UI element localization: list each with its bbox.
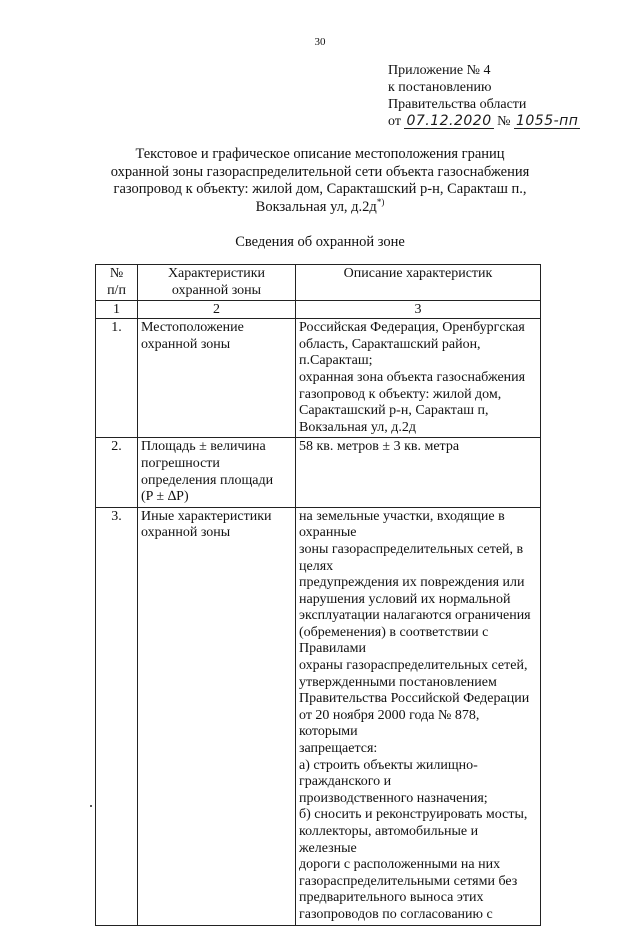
document-title [100,146,540,216]
appendix-line-1: Приложение № 4 [388,63,491,78]
index-cell-3: 3 [296,301,541,319]
header-number-line-1: № [109,266,124,281]
handwritten-number: 1055-пп [515,113,579,129]
cell-line: Местоположение [141,320,244,336]
header-description: Описание характеристик [296,265,541,301]
row-number: 3. [96,507,138,925]
cell-line: предупреждения их повреждения или [299,575,525,591]
table-row [96,319,541,438]
cell-line: (обременения) в соответствии с Правилами [299,624,489,657]
cell-line: охранной зоны [141,525,231,541]
cell-line: Иные характеристики [141,508,272,524]
scan-speck [90,805,92,807]
cell-line: на земельные участки, входящие в охранные [299,508,505,541]
table-row [96,438,541,507]
section-title: Сведения об охранной зоне [235,234,405,250]
cell-line: производственного назначения; [299,790,488,806]
row-description [296,438,541,507]
index-cell-2: 2 [138,301,296,319]
cell-line: запрещается: [299,741,378,757]
number-prefix: № [497,114,511,129]
header-characteristic-line-1: Характеристики [167,266,266,281]
row-characteristic [138,319,296,438]
table-header-row [96,265,541,301]
cell-line: утвержденными постановлением [299,674,497,690]
date-prefix: от [388,114,401,129]
cell-line: Площадь ± величина [141,439,266,455]
cell-line: б) сносить и реконструировать мосты, [299,807,528,823]
cell-line: а) строить объекты жилищно-гражданского и [299,757,478,790]
cell-line: газопроводов по согласованию с [299,906,493,922]
row-number: 2. [96,438,138,507]
cell-line: (P ± ∆P) [141,489,189,505]
row-description [296,319,541,438]
cell-line: Правительства Российской Федерации [299,691,530,707]
header-number [96,265,138,301]
row-characteristic [138,438,296,507]
cell-line: погрешности [141,455,220,471]
row-description [296,507,541,925]
cell-line: 58 кв. метров ± 3 кв. метра [299,439,460,455]
title-line-4-text: Вокзальная ул, д.2д [255,198,377,215]
cell-line: от 20 ноября 2000 года № 878, которыми [299,707,480,740]
cell-line: определения площади [141,472,274,488]
appendix-line-2: к постановлению [388,80,492,95]
header-number-line-2: п/п [107,282,126,298]
cell-line: Вокзальная ул, д.2д [299,419,416,435]
index-cell-1: 1 [96,301,138,319]
cell-line: Российская Федерация, Оренбургская [299,320,525,336]
row-number: 1. [96,319,138,438]
cell-line: дороги с расположенными на них [299,857,501,873]
cell-line: охранной зоны [141,336,231,352]
cell-line: эксплуатации налагаются ограничения [299,608,531,624]
handwritten-date: 07.12.2020 [406,113,492,129]
table-index-row [96,301,541,319]
appendix-block [388,62,580,130]
title-line-3: газопровод к объекту: жилой дом, Саракташский р-н, Саракташ п., [113,181,527,197]
protection-zone-table [95,264,541,926]
title-line-1: Текстовое и графическое описание местоположения границ [135,146,505,162]
cell-line: зоны газораспределительных сетей, в целях [299,541,524,574]
cell-line: Саракташский р-н, Саракташ п, [299,403,489,419]
cell-line: область, Саракташский район, п.Саракташ; [299,336,481,369]
row-characteristic [138,507,296,925]
header-characteristic-line-2: охранной зоны [171,282,262,298]
page-number: 30 [314,36,326,48]
cell-line: газопровод к объекту: жилой дом, [299,386,502,402]
cell-line: охраны газораспределительных сетей, [299,658,528,674]
cell-line: охранная зона объекта газоснабжения [299,369,526,385]
cell-line: газораспределительными сетями без [299,873,518,889]
cell-line: коллекторы, автомобильные и железные [299,824,479,856]
appendix-line-3: Правительства области [388,97,527,112]
title-line-4 [100,196,540,217]
cell-line: нарушения условий их нормальной [299,591,511,607]
header-characteristic [138,265,296,301]
footnote-mark: *) [376,196,385,207]
appendix-date-line [388,113,580,130]
title-line-2: охранной зоны газораспределительной сети объекта газоснабжения [110,163,530,180]
table-row [96,507,541,925]
cell-line: предварительного выноса этих [299,890,484,906]
